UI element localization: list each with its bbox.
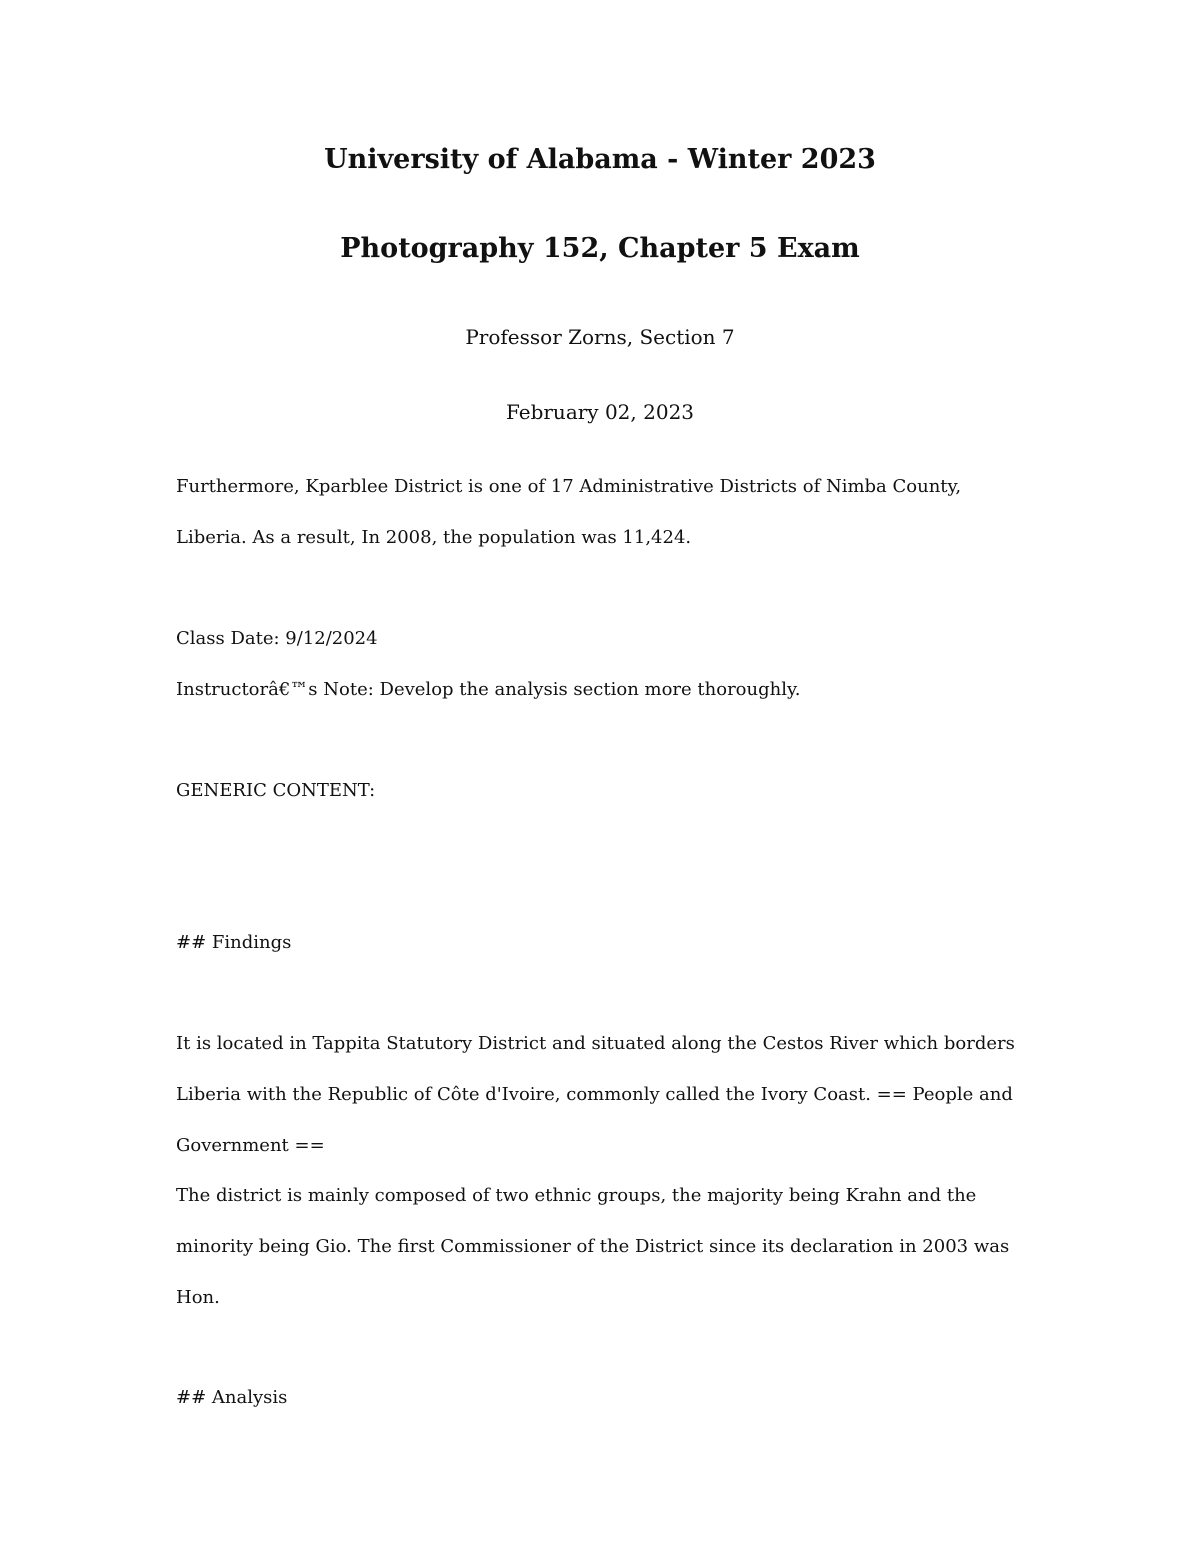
class-date: Class Date: 9/12/2024 [176, 628, 378, 649]
date-line: February 02, 2023 [505, 400, 695, 424]
analysis-heading: ## Analysis [176, 1387, 288, 1408]
exam-title: Photography 152, Chapter 5 Exam [340, 233, 860, 264]
findings-heading: ## Findings [176, 932, 292, 953]
findings-paragraph-line-3: Government == [176, 1135, 325, 1156]
findings-paragraph-line-6: Hon. [176, 1287, 220, 1308]
university-title: University of Alabama - Winter 2023 [324, 144, 876, 175]
generic-content-label: GENERIC CONTENT: [176, 780, 376, 801]
findings-paragraph-line-5: minority being Gio. The first Commissioner of the District since its declaration in 2003 was [176, 1236, 1010, 1257]
professor-line: Professor Zorns, Section 7 [465, 325, 735, 349]
findings-paragraph-line-1: It is located in Tappita Statutory District and situated along the Cestos River which borders [176, 1033, 1015, 1054]
intro-paragraph-line-2: Liberia. As a result, In 2008, the population was 11,424. [176, 527, 692, 548]
instructor-note: Instructorâ€™s Note: Develop the analysis section more thoroughly. [176, 679, 801, 700]
findings-paragraph-line-4: The district is mainly composed of two ethnic groups, the majority being Krahn and the [176, 1185, 977, 1206]
intro-paragraph-line-1: Furthermore, Kparblee District is one of 17 Administrative Districts of Nimba County, [176, 476, 962, 497]
findings-paragraph-line-2: Liberia with the Republic of Côte d'Ivoire, commonly called the Ivory Coast. == People and [176, 1084, 1013, 1105]
